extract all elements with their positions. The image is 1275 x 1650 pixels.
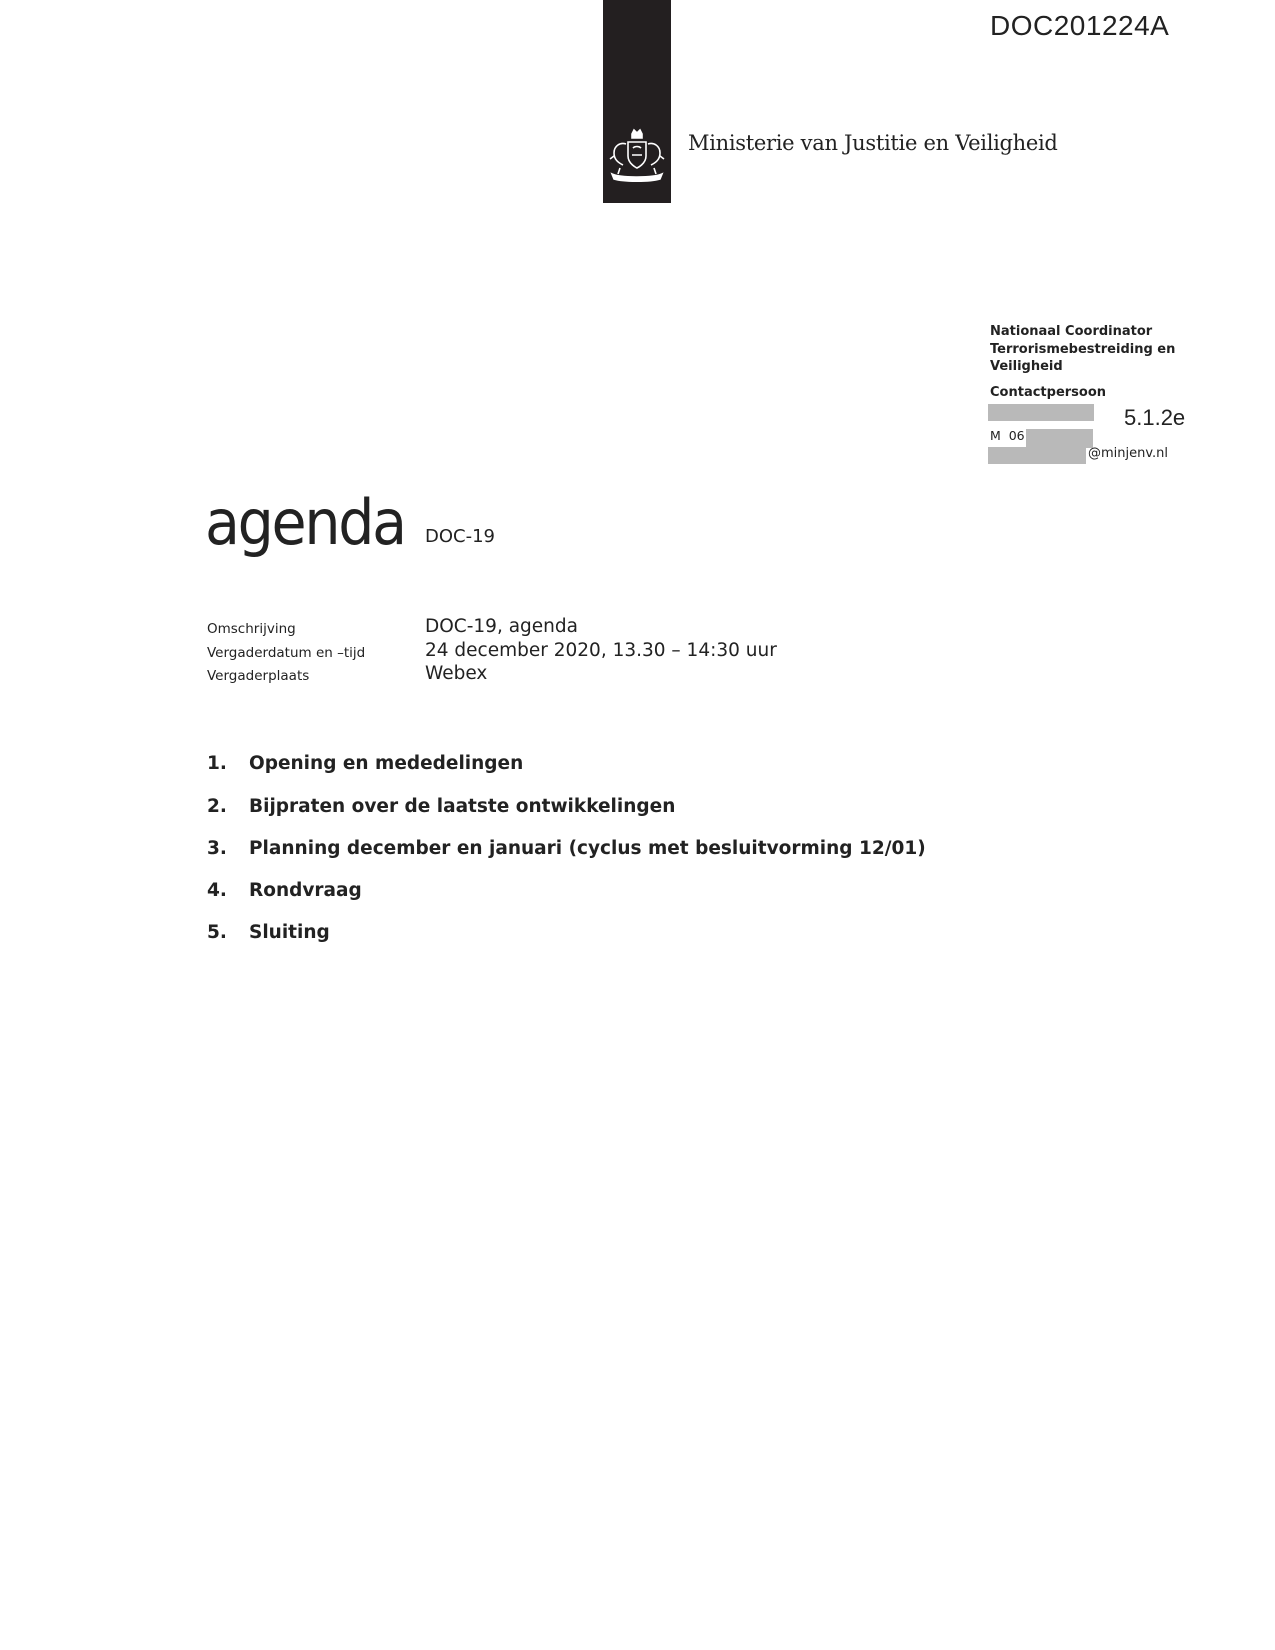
redaction-box xyxy=(988,404,1094,421)
contact-email: @minjenv.nl xyxy=(1088,446,1169,461)
contact-phone: M 06 xyxy=(990,428,1025,443)
agenda-item-text: Sluiting xyxy=(249,922,330,943)
agenda-item xyxy=(207,753,523,774)
agenda-item xyxy=(207,796,675,817)
redaction-code: 5.1.2e xyxy=(1124,405,1186,430)
agenda-item-number: 3. xyxy=(207,838,227,859)
document-subtitle: DOC-19 xyxy=(425,526,495,547)
redaction-box xyxy=(988,447,1086,464)
agenda-item xyxy=(207,880,362,901)
agenda-item xyxy=(207,922,330,943)
agenda-item xyxy=(207,838,926,859)
meta-label-location: Vergaderplaats xyxy=(207,668,310,684)
ministry-name: Ministerie van Justitie en Veiligheid xyxy=(688,131,1058,155)
agenda-item-text: Opening en mededelingen xyxy=(249,753,524,774)
agenda-item-number: 5. xyxy=(207,922,227,943)
org-name-line: Terrorismebestreiding en xyxy=(990,341,1176,357)
meta-value-datetime: 24 december 2020, 13.30 – 14:30 uur xyxy=(425,640,777,661)
agenda-item-text: Planning december en januari (cyclus met besluitvorming 12/01) xyxy=(249,838,926,859)
agenda-item-text: Rondvraag xyxy=(249,880,362,901)
agenda-item-text: Bijpraten over de laatste ontwikkelingen xyxy=(249,796,676,817)
meta-value-description: DOC-19, agenda xyxy=(425,616,578,637)
document-type-title: agenda xyxy=(205,486,405,559)
contact-label: Contactpersoon xyxy=(990,384,1107,400)
meta-label-datetime: Vergaderdatum en –tijd xyxy=(207,645,366,661)
agenda-item-number: 4. xyxy=(207,880,227,901)
org-name-line: Nationaal Coordinator xyxy=(990,324,1153,339)
redaction-box xyxy=(1026,429,1093,448)
org-name-line: Veiligheid xyxy=(990,359,1063,374)
document-code: DOC201224A xyxy=(990,10,1170,41)
agenda-item-number: 1. xyxy=(207,753,227,774)
royal-coat-of-arms-icon xyxy=(606,128,668,188)
meta-value-location: Webex xyxy=(425,663,488,684)
agenda-item-number: 2. xyxy=(207,796,227,817)
sender-block xyxy=(990,323,1200,401)
meta-label-description: Omschrijving xyxy=(207,621,296,637)
